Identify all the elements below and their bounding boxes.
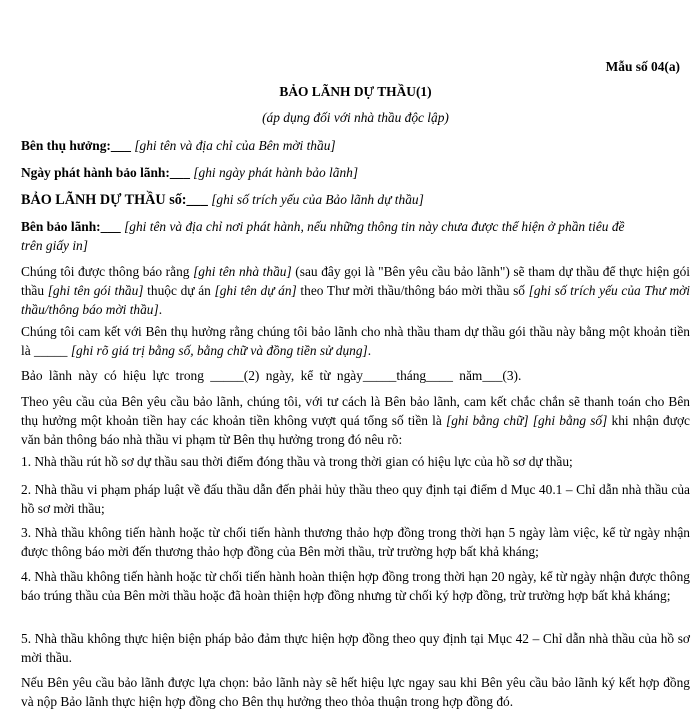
- document-subtitle: (áp dụng đối với nhà thầu độc lập): [262, 110, 449, 125]
- paragraph-commitment: [21, 322, 690, 360]
- invitation-number-hint: [ghi số trích yếu của Thư mời thầu/thông báo mời thầu]: [21, 283, 691, 317]
- list-item-2: 2. Nhà thầu vi phạm pháp luật về đấu thầu dẫn đến phải hủy thầu theo quy định tại điểm d Mục 40.1 – Chỉ dẫn nhà thầu của hồ sơ mời thầu;: [21, 482, 690, 516]
- text-run: Theo yêu cầu của Bên yêu cầu bảo lãnh, chúng tôi, với tư cách là Bên bảo lãnh, cam kết chắc chắn sẽ thanh toán cho Bên thụ hưởng một khoản tiền hay các khoản tiền không vượt quá tổng số tiền là: [21, 394, 690, 428]
- guarantee-number-hint: [ghi số trích yếu của Bảo lãnh dự thầu]: [211, 192, 424, 207]
- paragraph-expiry: Nếu Bên yêu cầu bảo lãnh được lựa chọn: bảo lãnh này sẽ hết hiệu lực ngay sau khi Bên yêu cầu bảo lãnh ký kết hợp đồng và nộp Bảo lãnh thực hiện hợp đồng cho Bên thụ hưởng theo thỏa thuận trong hợp đồng đó.: [21, 675, 690, 709]
- beneficiary-hint: [ghi tên và địa chỉ của Bên mời thầu]: [134, 138, 336, 153]
- guarantor-hint: [ghi tên và địa chỉ nơi phát hành, nếu những thông tin này chưa được thể hiện ở phần tiêu đề: [124, 219, 625, 234]
- issue-date-label: Ngày phát hành bảo lãnh:___: [21, 165, 190, 180]
- amount-hint: [ghi rõ giá trị bằng số, bằng chữ và đồng tiền sử dụng]: [70, 343, 368, 358]
- issue-date-line: [21, 163, 690, 182]
- guarantor-line: [21, 217, 690, 255]
- paragraph-payment-terms: [21, 392, 690, 449]
- text-run: khi nhận được văn bản thông báo nhà thầu vi phạm từ Bên thụ hưởng trong đó nêu rõ:: [21, 413, 690, 447]
- package-name-hint: [ghi tên gói thầu]: [47, 283, 144, 298]
- paragraph-validity: Bảo lãnh này có hiệu lực trong _____(2) ngày, kể từ ngày_____tháng____ năm___(3).: [21, 368, 522, 383]
- guarantor-hint-cont: trên giấy in]: [21, 238, 88, 253]
- guarantee-number-line: [21, 190, 690, 210]
- list-item-4: 4. Nhà thầu không tiến hành hoặc từ chối tiến hành hoàn thiện hợp đồng trong thời hạn 20 ngày, kể từ ngày nhận được thông báo trúng thầu của Bên mời thầu hoặc đã hoàn thiện hợp đồng nhưng từ chối ký hợp đồng, trừ trường hợp bất khả kháng;: [21, 569, 690, 603]
- list-item-5: 5. Nhà thầu không thực hiện biện pháp bảo đảm thực hiện hợp đồng theo quy định tại Mục 42 – Chỉ dẫn nhà thầu của hồ sơ mời thầu.: [21, 631, 690, 665]
- total-amount-hint: [ghi bằng chữ] [ghi bằng số]: [445, 413, 608, 428]
- bidder-name-hint: [ghi tên nhà thầu]: [193, 264, 292, 279]
- text-run: thuộc dự án: [143, 283, 215, 298]
- text-run: .: [158, 302, 163, 317]
- text-run: theo Thư mời thầu/thông báo mời thầu số: [296, 283, 529, 298]
- text-run: Chúng tôi cam kết với Bên thụ hưởng rằng chúng tôi bảo lãnh cho nhà thầu tham dự thầu gói thầu này bằng một khoản tiền là _____: [21, 324, 690, 358]
- list-item-1: 1. Nhà thầu rút hồ sơ dự thầu sau thời điểm đóng thầu và trong thời gian có hiệu lực của hồ sơ dự thầu;: [21, 454, 573, 469]
- text-run: (sau đây gọi là "Bên yêu cầu bảo lãnh") sẽ tham dự thầu để thực hiện gói thầu: [21, 264, 691, 298]
- text-run: .: [367, 343, 372, 358]
- issue-date-hint: [ghi ngày phát hành bảo lãnh]: [193, 165, 359, 180]
- list-item-3: 3. Nhà thầu không tiến hành hoặc từ chối tiến hành thương thảo hợp đồng trong thời hạn 5 ngày làm việc, kể từ ngày nhận được thông báo mời đến thương thảo hợp đồng của Bên mời thầu, trừ trường hợp bất khả kháng;: [21, 525, 690, 559]
- text-run: Chúng tôi được thông báo rằng: [21, 264, 194, 279]
- document-title: BẢO LÃNH DỰ THẦU(1): [279, 84, 432, 99]
- form-number: Mẫu số 04(a): [605, 59, 680, 74]
- guarantor-label: Bên bảo lãnh:___: [21, 219, 121, 234]
- guarantee-number-label: BẢO LÃNH DỰ THẦU số:___: [21, 192, 208, 208]
- project-name-hint: [ghi tên dự án]: [214, 283, 297, 298]
- paragraph-notification: [21, 262, 690, 319]
- beneficiary-label: Bên thụ hưởng:___: [21, 138, 131, 153]
- beneficiary-line: [21, 136, 690, 155]
